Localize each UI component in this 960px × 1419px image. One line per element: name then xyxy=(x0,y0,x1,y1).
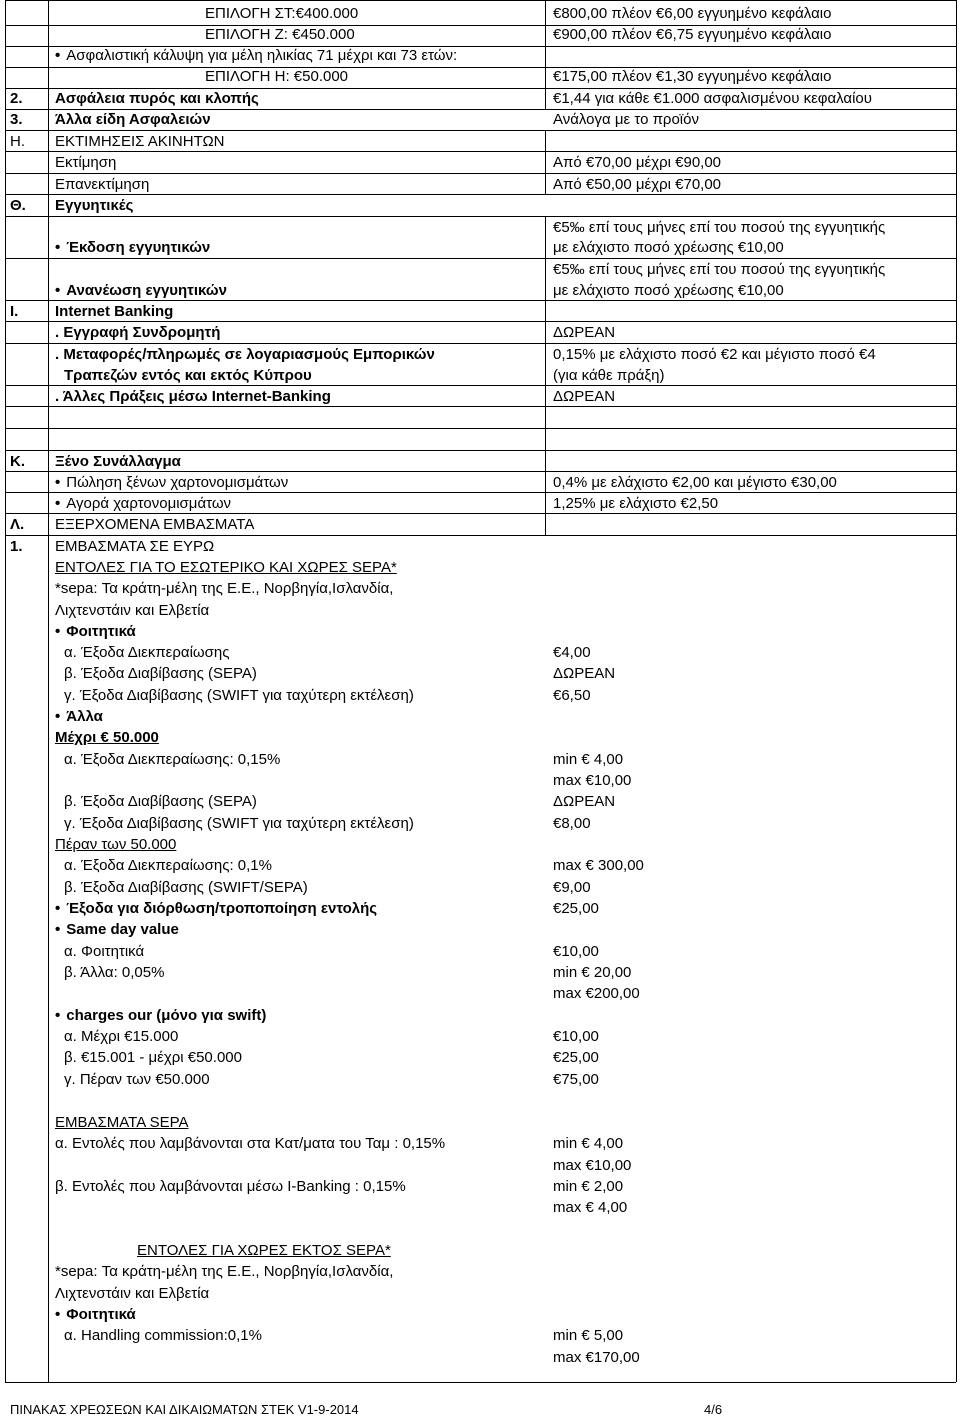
grid-row-line xyxy=(5,385,956,386)
fx-buy-label: • Αγορά χαρτονομισμάτων xyxy=(55,495,231,513)
section-2-value: €1,44 για κάθε €1.000 ασφαλισμένου κεφαλαίου xyxy=(553,90,872,107)
non-sepa-note-2: Λιχτενστάιν και Ελβετία xyxy=(55,1285,210,1302)
grid-row-line xyxy=(5,300,956,301)
option-z-label: ΕΠΙΛΟΓΗ Ζ: €450.000 xyxy=(205,26,355,43)
student-swift-value: €6,50 xyxy=(553,687,591,704)
sepa-note-1: *sepa: Τα κράτη-μέλη της Ε.Ε., Νορβηγία,Ισλανδία, xyxy=(55,580,394,597)
sepa-ibanking-label: β. Εντολές που λαμβάνονται μέσω I-Banking : 0,15% xyxy=(55,1178,406,1195)
handling-commission-label: α. Handling commission:0,1% xyxy=(64,1327,262,1344)
section-h-title: ΕΚΤΙΜΗΣΕΙΣ ΑΚΙΝΗΤΩΝ xyxy=(55,133,225,150)
grid-row-line xyxy=(5,0,956,1)
charges-tier-3-label: γ. Πέραν των €50.000 xyxy=(64,1071,210,1088)
grid-row-line xyxy=(5,406,956,407)
subsection-1-number: 1. xyxy=(10,538,23,555)
student-heading: • Φοιτητικά xyxy=(55,623,136,641)
grid-row-line xyxy=(5,216,956,217)
over-processing-value: max € 300,00 xyxy=(553,857,644,874)
charges-tier-2-label: β. €15.001 - μέχρι €50.000 xyxy=(64,1049,242,1066)
grid-col-value-th xyxy=(545,216,546,322)
section-k-title: Ξένο Συνάλλαγμα xyxy=(55,453,181,470)
upto-swift-value: €8,00 xyxy=(553,815,591,832)
grid-col-value-mid xyxy=(545,130,546,194)
section-th-number: Θ. xyxy=(10,197,26,214)
grid-row-line xyxy=(5,258,956,259)
option-z-value: €900,00 πλέον €6,75 εγγυημένο κεφάλαιο xyxy=(553,26,832,43)
guarantee-renewal-label: • Ανανέωση εγγυητικών xyxy=(55,282,227,300)
grid-row-line xyxy=(5,450,956,451)
over-transfer-label: β. Έξοδα Διαβίβασης (SWIFT/SEPA) xyxy=(64,879,308,896)
charges-tier-2-value: €25,00 xyxy=(553,1049,599,1066)
section-3-value: Ανάλογα με το προϊόν xyxy=(553,111,699,128)
guarantee-issue-value-1: €5‰ επί τους μήνες επί του ποσού της εγγυητικής xyxy=(553,219,886,236)
grid-col-value-k xyxy=(545,428,546,535)
section-i-number: Ι. xyxy=(10,303,19,320)
student-processing-label: α. Έξοδα Διεκπεραίωσης xyxy=(64,644,230,661)
same-day-other-max: max €200,00 xyxy=(553,985,640,1002)
grid-col-value-i xyxy=(545,321,546,428)
other-heading: • Άλλα xyxy=(55,708,103,726)
grid-row-line xyxy=(5,109,956,110)
guarantee-renewal-value-1: €5‰ επί τους μήνες επί του ποσού της εγγυητικής xyxy=(553,261,886,278)
grid-row-line xyxy=(5,471,956,472)
upto-swift-label: γ. Έξοδα Διαβίβασης (SWIFT για ταχύτερη εκτέλεση) xyxy=(64,815,414,832)
grid-row-line xyxy=(5,130,956,131)
fx-sale-label: • Πώληση ξένων χαρτονομισμάτων xyxy=(55,474,288,492)
charges-tier-3-value: €75,00 xyxy=(553,1071,599,1088)
option-st-value: €800,00 πλέον €6,00 εγγυημένο κεφάλαιο xyxy=(553,5,832,22)
handling-commission-min: min € 5,00 xyxy=(553,1327,624,1344)
student-swift-label: γ. Έξοδα Διαβίβασης (SWIFT για ταχύτερη εκτέλεση) xyxy=(64,687,414,704)
revaluation-value: Από €50,00 μέχρι €70,00 xyxy=(553,176,722,193)
age-coverage-label: • Ασφαλιστική κάλυψη για μέλη ηλικίας 71 μέχρι και 73 ετών: xyxy=(55,47,457,65)
charges-our-heading: • charges our (μόνο για swift) xyxy=(55,1007,266,1025)
subscriber-registration-label: . Εγγραφή Συνδρομητή xyxy=(55,324,221,341)
charges-tier-1-label: α. Μέχρι €15.000 xyxy=(64,1028,179,1045)
same-day-student-value: €10,00 xyxy=(553,943,599,960)
sepa-branch-max: max €10,00 xyxy=(553,1157,632,1174)
same-day-other-min: min € 20,00 xyxy=(553,964,632,981)
sepa-ibanking-min: min € 2,00 xyxy=(553,1178,624,1195)
upto-processing-min: min € 4,00 xyxy=(553,751,624,768)
grid-row-line xyxy=(5,321,956,322)
upto-processing-max: max €10,00 xyxy=(553,772,632,789)
revaluation-label: Επανεκτίμηση xyxy=(55,176,150,193)
option-st-label: ΕΠΙΛΟΓΗ ΣΤ:€400.000 xyxy=(205,5,359,22)
grid-row-line xyxy=(5,343,956,344)
subsection-1-title: ΕΜΒΑΣΜΑΤΑ ΣΕ ΕΥΡΩ xyxy=(55,538,215,555)
grid-row-line xyxy=(5,194,956,195)
upto-processing-label: α. Έξοδα Διεκπεραίωσης: 0,15% xyxy=(64,751,281,768)
grid-row-line xyxy=(5,513,956,514)
over-processing-label: α. Έξοδα Διεκπεραίωσης: 0,1% xyxy=(64,857,272,874)
sepa-branch-label: α. Εντολές που λαμβάνονται στα Κατ/ματα του Ταμ : 0,15% xyxy=(55,1135,446,1152)
transfers-value-2: (για κάθε πράξη) xyxy=(553,367,665,384)
transfers-label-2: Τραπεζών εντός και εκτός Κύπρου xyxy=(64,367,312,384)
transfers-label-1: . Μεταφορές/πληρωμές σε λογαριασμούς Εμπορικών xyxy=(55,346,435,363)
guarantee-issue-value-2: με ελάχιστο ποσό χρέωσης €10,00 xyxy=(553,239,784,256)
grid-col-left xyxy=(5,0,6,1382)
upto-sepa-value: ΔΩΡΕΑΝ xyxy=(553,793,616,810)
guarantee-renewal-value-2: με ελάχιστο ποσό χρέωσης €10,00 xyxy=(553,282,784,299)
same-day-student-label: α. Φοιτητικά xyxy=(64,943,145,960)
subscriber-registration-value: ΔΩΡΕΑΝ xyxy=(553,324,616,341)
charges-tier-1-value: €10,00 xyxy=(553,1028,599,1045)
section-k-number: Κ. xyxy=(10,453,25,470)
student-processing-value: €4,00 xyxy=(553,644,591,661)
same-day-other-label: β. Άλλα: 0,05% xyxy=(64,964,165,981)
grid-row-line xyxy=(5,173,956,174)
section-2-number: 2. xyxy=(10,90,23,107)
other-ibanking-value: ΔΩΡΕΑΝ xyxy=(553,388,616,405)
section-l-number: Λ. xyxy=(10,516,25,533)
transfers-value-1: 0,15% με ελάχιστο ποσό €2 και μέγιστο ποσό €4 xyxy=(553,346,876,363)
section-l-title: ΕΞΕΡΧΟΜΕΝΑ ΕΜΒΑΣΜΑΤΑ xyxy=(55,516,255,533)
grid-col-number xyxy=(48,0,49,1382)
option-h-label: ΕΠΙΛΟΓΗ Η: €50.000 xyxy=(205,68,349,85)
section-3-number: 3. xyxy=(10,111,23,128)
section-2-title: Ασφάλεια πυρός και κλοπής xyxy=(55,90,259,107)
valuation-label: Εκτίμηση xyxy=(55,154,117,171)
non-sepa-student-heading: • Φοιτητικά xyxy=(55,1306,136,1324)
valuation-value: Από €70,00 μέχρι €90,00 xyxy=(553,154,722,171)
non-sepa-heading: ΕΝΤΟΛΕΣ ΓΙΑ ΧΩΡΕΣ ΕΚΤΟΣ SEPA* xyxy=(137,1242,391,1259)
fx-sale-value: 0,4% με ελάχιστο €2,00 και μέγιστο €30,00 xyxy=(553,474,837,491)
grid-row-line xyxy=(5,428,956,429)
non-sepa-note-1: *sepa: Τα κράτη-μέλη της Ε.Ε., Νορβηγία,Ισλανδία, xyxy=(55,1263,394,1280)
correction-label: • Έξοδα για διόρθωση/τροποποίηση εντολής xyxy=(55,900,377,918)
correction-value: €25,00 xyxy=(553,900,599,917)
over-transfer-value: €9,00 xyxy=(553,879,591,896)
student-sepa-value: ΔΩΡΕΑΝ xyxy=(553,665,616,682)
sepa-branch-min: min € 4,00 xyxy=(553,1135,624,1152)
section-th-title: Εγγυητικές xyxy=(55,197,134,214)
handling-commission-max: max €170,00 xyxy=(553,1349,640,1366)
upto-sepa-label: β. Έξοδα Διαβίβασης (SEPA) xyxy=(64,793,257,810)
grid-col-right xyxy=(956,0,957,1382)
grid-row-line xyxy=(5,492,956,493)
upto-50000-heading: Μέχρι € 50.000 xyxy=(55,729,159,746)
over-50000-heading: Πέραν των 50.000 xyxy=(55,836,177,853)
page-number: 4/6 xyxy=(704,1402,723,1417)
footer-title: ΠΙΝΑΚΑΣ ΧΡΕΩΣΕΩΝ ΚΑΙ ΔΙΚΑΙΩΜΑΤΩΝ ΣΤΕΚ V1-9-2014 xyxy=(10,1402,359,1417)
student-sepa-label: β. Έξοδα Διαβίβασης (SEPA) xyxy=(64,665,257,682)
grid-row-line xyxy=(5,535,956,536)
grid-row-line xyxy=(5,88,956,89)
sepa-note-2: Λιχτενστάιν και Ελβετία xyxy=(55,602,210,619)
sepa-ibanking-max: max € 4,00 xyxy=(553,1199,628,1216)
sepa-transfers-heading: ΕΜΒΑΣΜΑΤΑ SEPA xyxy=(55,1114,189,1131)
sepa-orders-heading: ΕΝΤΟΛΕΣ ΓΙΑ ΤΟ ΕΣΩΤΕΡΙΚΟ ΚΑΙ ΧΩΡΕΣ SEPA* xyxy=(55,559,397,576)
section-3-title: Άλλα είδη Ασφαλειών xyxy=(55,111,211,128)
option-h-value: €175,00 πλέον €1,30 εγγυημένο κεφάλαιο xyxy=(553,68,832,85)
grid-row-line xyxy=(5,1382,956,1383)
grid-row-line xyxy=(5,151,956,152)
grid-col-value-top xyxy=(545,0,546,109)
section-i-title: Internet Banking xyxy=(55,303,174,320)
guarantee-issue-label: • Έκδοση εγγυητικών xyxy=(55,239,210,257)
fx-buy-value: 1,25% με ελάχιστο €2,50 xyxy=(553,495,719,512)
same-day-heading: • Same day value xyxy=(55,921,179,939)
other-ibanking-label: . Άλλες Πράξεις μέσω Internet-Banking xyxy=(55,388,331,405)
section-h-number: Η. xyxy=(10,133,25,150)
